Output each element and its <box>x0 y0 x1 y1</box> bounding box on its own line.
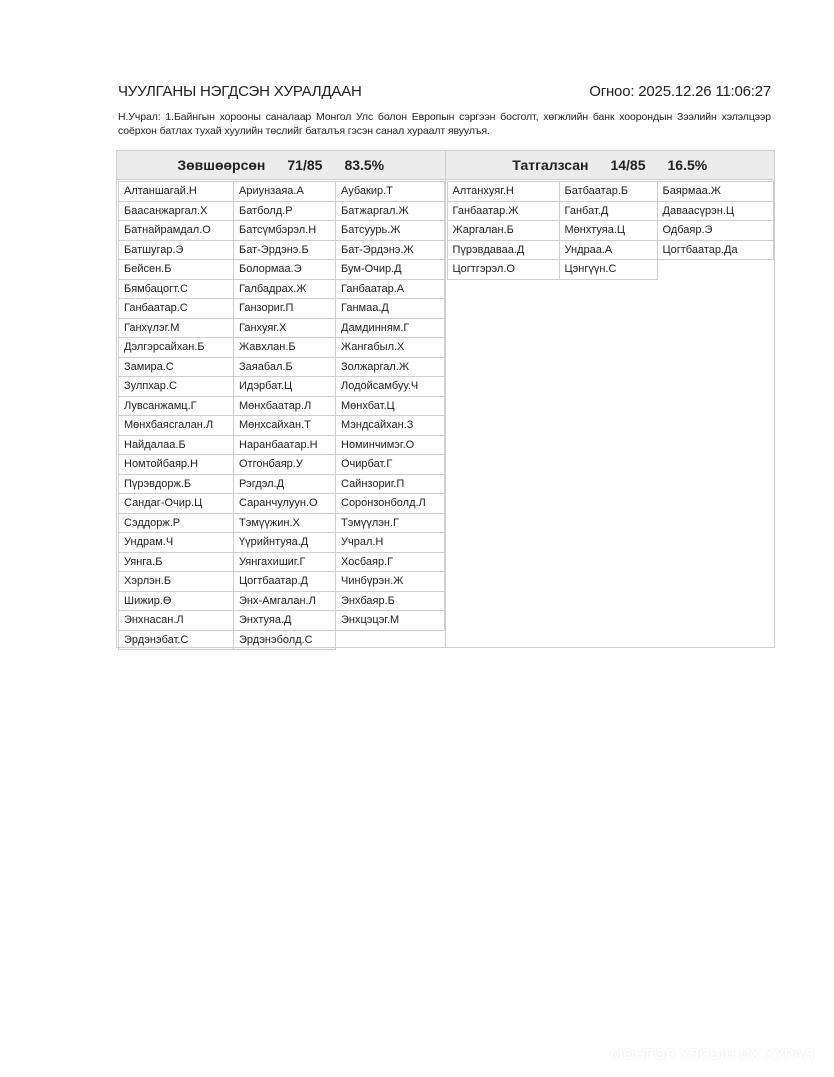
member-name-cell: Наранбаатар.Н <box>234 436 336 456</box>
member-name-cell: Алтанхуяг.Н <box>448 182 560 202</box>
member-name-cell: Ганмаа.Д <box>336 299 445 319</box>
approved-header <box>117 151 445 180</box>
member-name-cell: Одбаяр.Э <box>658 221 774 241</box>
member-name-cell: Ганбаатар.А <box>336 280 445 300</box>
member-name-cell: Цогтгэрэл.О <box>448 260 560 280</box>
member-name-cell: Соронзонболд.Л <box>336 494 445 514</box>
session-title: ЧУУЛГАНЫ НЭГДСЭН ХУРАЛДААН <box>118 83 362 100</box>
member-name-cell: Галбадрах.Ж <box>234 280 336 300</box>
member-name-cell: Энхнасан.Л <box>119 611 234 631</box>
member-name-cell: Сандаг-Очир.Ц <box>119 494 234 514</box>
member-name-cell: Мэндсайхан.З <box>336 416 445 436</box>
member-name-cell: Цогтбаатар.Д <box>234 572 336 592</box>
member-name-cell: Даваасүрэн.Ц <box>658 202 774 222</box>
member-name-cell: Энх-Амгалан.Л <box>234 592 336 612</box>
member-name-cell: Ганбаатар.С <box>119 299 234 319</box>
member-name-cell: Ундрам.Ч <box>119 533 234 553</box>
member-name-cell: Батсүмбэрэл.Н <box>234 221 336 241</box>
member-name-cell: Бейсен.Б <box>119 260 234 280</box>
member-name-cell: Ганзориг.П <box>234 299 336 319</box>
member-name-cell: Ганхуяг.Х <box>234 319 336 339</box>
rejected-names-grid <box>447 181 774 280</box>
member-name-cell: Золжаргал.Ж <box>336 358 445 378</box>
member-name-cell: Бямбацогт.С <box>119 280 234 300</box>
member-name-cell: Ганхүлэг.М <box>119 319 234 339</box>
member-name-cell: Чинбүрэн.Ж <box>336 572 445 592</box>
member-name-cell: Жаргалан.Б <box>448 221 560 241</box>
vote-description: Н.Учрал: 1.Байнгын хорооны саналаар Монгол Улс болон Европын сэргээн босголт, хөгжлийн банк хоорондын Зээлийн хэлэлцээр соёрхон батлах тухай хуулийн төслийг баталъя гэсэн санал хураалт явуулъя. <box>118 111 771 137</box>
member-name-cell: Батшугар.Э <box>119 241 234 261</box>
member-name-cell: Алтаншагай.Н <box>119 182 234 202</box>
rejected-label: Татгалзсан <box>512 157 589 173</box>
member-name-cell: Батсуурь.Ж <box>336 221 445 241</box>
member-name-cell: Бум-Очир.Д <box>336 260 445 280</box>
member-name-cell: Зулпхар.С <box>119 377 234 397</box>
member-name-cell: Цогтбаатар.Да <box>658 241 774 261</box>
member-name-cell: Номинчимэг.О <box>336 436 445 456</box>
member-name-cell: Лодойсамбуу.Ч <box>336 377 445 397</box>
vote-results-table <box>116 150 775 648</box>
rejected-percent: 16.5% <box>667 157 708 173</box>
approved-names-grid <box>118 181 445 650</box>
member-name-cell: Мөнхбаясгалан.Л <box>119 416 234 436</box>
member-name-cell: Заяабал.Б <box>234 358 336 378</box>
member-name-cell: Ганбат.Д <box>560 202 658 222</box>
member-name-cell: Пүрэвдорж.Б <box>119 475 234 495</box>
rejected-count: 14/85 <box>610 157 646 173</box>
member-name-cell: Рэгдэл.Д <box>234 475 336 495</box>
member-name-cell: Баасанжаргал.Х <box>119 202 234 222</box>
member-name-cell: Сайнзориг.П <box>336 475 445 495</box>
member-name-cell: Эрдэнэбат.С <box>119 631 234 651</box>
member-name-cell: Эрдэнэболд.С <box>234 631 336 651</box>
approved-section <box>117 151 446 647</box>
member-name-cell: Энхтуяа.Д <box>234 611 336 631</box>
member-name-cell: Шижир.Ө <box>119 592 234 612</box>
member-name-cell: Бат-Эрдэнэ.Ж <box>336 241 445 261</box>
member-name-cell: Уянга.Б <box>119 553 234 573</box>
member-name-cell: Батболд.Р <box>234 202 336 222</box>
member-name-cell: Үүрийнтуяа.Д <box>234 533 336 553</box>
member-name-cell: Ганбаатар.Ж <box>448 202 560 222</box>
member-name-cell: Отгонбаяр.У <box>234 455 336 475</box>
member-name-cell: Баярмаа.Ж <box>658 182 774 202</box>
member-name-cell: Энхцэцэг.М <box>336 611 445 631</box>
member-name-cell: Мөнхтуяа.Ц <box>560 221 658 241</box>
member-name-cell: Жавхлан.Б <box>234 338 336 358</box>
rejected-header <box>446 151 775 180</box>
member-name-cell: Мөнхбаатар.Л <box>234 397 336 417</box>
member-name-cell: Найдалаа.Б <box>119 436 234 456</box>
member-name-cell: Дэлгэрсайхан.Б <box>119 338 234 358</box>
member-name-cell: Тэмүүлэн.Г <box>336 514 445 534</box>
member-name-cell: Батнайрамдал.О <box>119 221 234 241</box>
member-name-cell: Ундраа.А <box>560 241 658 261</box>
member-name-cell: Замира.С <box>119 358 234 378</box>
member-name-cell: Идэрбат.Ц <box>234 377 336 397</box>
member-name-cell: Ариунзаяа.А <box>234 182 336 202</box>
member-name-cell: Лувсанжамц.Г <box>119 397 234 417</box>
watermark: МОНГОЛ УЛСЫН ИХ ХУРАЛ <box>610 1046 814 1063</box>
approved-label: Зөвшөөрсөн <box>177 157 266 173</box>
member-name-cell: Мөнхбат.Ц <box>336 397 445 417</box>
member-name-cell: Батжаргал.Ж <box>336 202 445 222</box>
member-name-cell: Очирбат.Г <box>336 455 445 475</box>
approved-count: 71/85 <box>287 157 323 173</box>
member-name-cell: Хосбаяр.Г <box>336 553 445 573</box>
member-name-cell: Бат-Эрдэнэ.Б <box>234 241 336 261</box>
member-name-cell: Аубакир.Т <box>336 182 445 202</box>
member-name-cell: Энхбаяр.Б <box>336 592 445 612</box>
member-name-cell: Мөнхсайхан.Т <box>234 416 336 436</box>
member-name-cell: Жангабыл.Х <box>336 338 445 358</box>
member-name-cell: Тэмүүжин.Х <box>234 514 336 534</box>
member-name-cell: Хэрлэн.Б <box>119 572 234 592</box>
member-name-cell: Цэнгүүн.С <box>560 260 658 280</box>
member-name-cell: Болормаа.Э <box>234 260 336 280</box>
rejected-section <box>446 151 775 647</box>
member-name-cell: Батбаатар.Б <box>560 182 658 202</box>
member-name-cell: Учрал.Н <box>336 533 445 553</box>
member-name-cell: Сэддорж.Р <box>119 514 234 534</box>
member-name-cell: Саранчулуун.О <box>234 494 336 514</box>
member-name-cell: Дамдинням.Г <box>336 319 445 339</box>
member-name-cell: Номтойбаяр.Н <box>119 455 234 475</box>
member-name-cell: Пүрэвдаваа.Д <box>448 241 560 261</box>
approved-percent: 83.5% <box>344 157 385 173</box>
vote-date: Огноо: 2025.12.26 11:06:27 <box>589 83 771 100</box>
member-name-cell: Уянгахишиг.Г <box>234 553 336 573</box>
